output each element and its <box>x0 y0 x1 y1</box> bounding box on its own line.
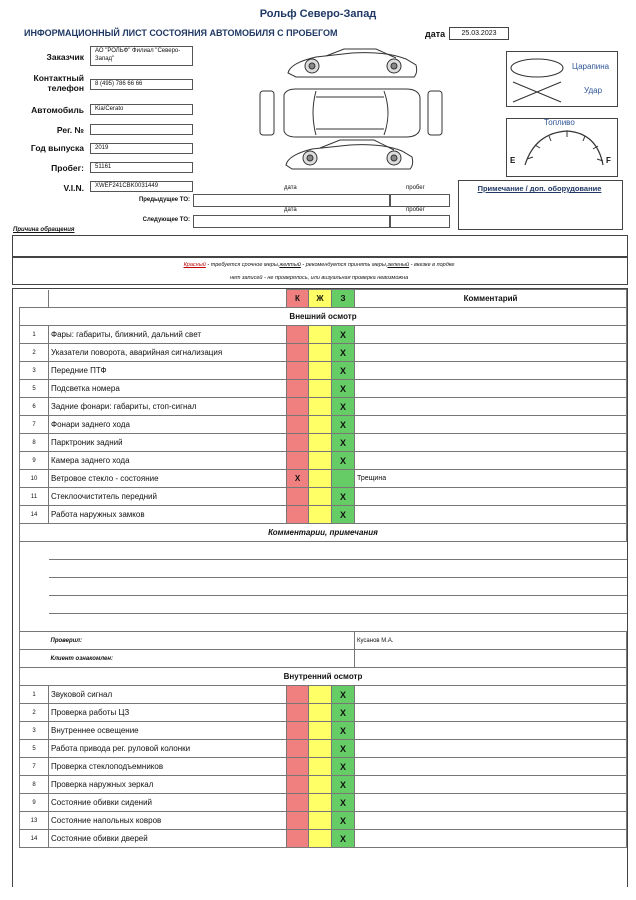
row-number: 1 <box>20 326 49 344</box>
row-name: Стеклоочиститель передний <box>49 488 287 506</box>
mileage-label: Пробег: <box>51 163 84 173</box>
status-k-cell[interactable] <box>287 830 309 848</box>
status-z-cell[interactable]: X <box>332 776 355 794</box>
status-k-cell[interactable] <box>287 758 309 776</box>
column-header-row <box>20 290 627 308</box>
row-name: Состояние обивки дверей <box>49 830 287 848</box>
row-comment[interactable] <box>355 794 627 812</box>
table-row <box>20 722 627 740</box>
status-zh-cell[interactable] <box>309 704 332 722</box>
status-zh-cell[interactable] <box>309 506 332 524</box>
status-z-cell[interactable]: X <box>332 740 355 758</box>
status-zh-cell[interactable] <box>309 470 332 488</box>
checked-row <box>20 632 627 650</box>
header-blank <box>20 290 49 308</box>
status-z-cell[interactable]: X <box>332 812 355 830</box>
status-z-cell[interactable]: X <box>332 830 355 848</box>
row-number: 5 <box>20 380 49 398</box>
damage-legend-symbols <box>507 52 617 106</box>
reason-field[interactable] <box>12 235 628 257</box>
comment-line[interactable] <box>49 578 627 596</box>
row-comment[interactable] <box>355 704 627 722</box>
status-zh-cell[interactable] <box>309 326 332 344</box>
status-zh-cell[interactable] <box>309 488 332 506</box>
checked-label: Проверил: <box>49 632 355 650</box>
status-k-cell[interactable] <box>287 344 309 362</box>
table-row <box>20 794 627 812</box>
header-blank <box>49 290 287 308</box>
row-comment[interactable] <box>355 326 627 344</box>
status-k-cell[interactable] <box>287 326 309 344</box>
checked-value[interactable]: Кусанов М.А. <box>355 632 627 650</box>
row-number: 5 <box>20 740 49 758</box>
row-comment[interactable] <box>355 380 627 398</box>
prev-to-date-field[interactable] <box>193 194 391 207</box>
status-k-cell[interactable] <box>287 686 309 704</box>
table-row <box>20 704 627 722</box>
row-number: 9 <box>20 452 49 470</box>
comment-line-margin <box>20 542 49 560</box>
status-k-cell[interactable] <box>287 434 309 452</box>
status-z-cell[interactable]: X <box>332 722 355 740</box>
reg-label: Рег. № <box>56 125 84 135</box>
table-row <box>20 326 627 344</box>
col-z-header: З <box>332 290 355 308</box>
table-row <box>20 416 627 434</box>
status-k-cell[interactable] <box>287 488 309 506</box>
car-top-view-icon <box>260 89 442 137</box>
status-z-cell[interactable] <box>332 470 355 488</box>
comment-line-margin <box>20 614 49 632</box>
prev-mileage-col: пробег <box>406 185 425 191</box>
fuel-empty-label: E <box>510 156 516 165</box>
comments-title-row <box>20 524 627 542</box>
comment-line[interactable] <box>49 614 627 632</box>
row-comment[interactable] <box>355 722 627 740</box>
row-name: Состояние напольных ковров <box>49 812 287 830</box>
table-row <box>20 434 627 452</box>
col-k-header: К <box>287 290 309 308</box>
status-z-cell[interactable]: X <box>332 488 355 506</box>
client-row <box>20 650 627 668</box>
status-zh-cell[interactable] <box>309 380 332 398</box>
row-name: Подсветка номера <box>49 380 287 398</box>
customer-label: Заказчик <box>46 52 84 62</box>
row-name: Указатели поворота, аварийная сигнализация <box>49 344 287 362</box>
prev-to-label: Предыдущее ТО: <box>138 197 190 203</box>
date-field[interactable]: 25.03.2023 <box>449 27 509 40</box>
row-number: 13 <box>20 812 49 830</box>
row-number: 7 <box>20 758 49 776</box>
row-name: Работа привода рег. руловой колонки <box>49 740 287 758</box>
row-comment[interactable] <box>355 362 627 380</box>
client-signature[interactable] <box>355 650 627 668</box>
company-name: Рольф Северо-Запад <box>259 8 377 20</box>
table-row <box>20 812 627 830</box>
note-label: Примечание / доп. оборудование <box>477 184 602 193</box>
status-k-cell[interactable] <box>287 398 309 416</box>
damage-legend <box>506 51 618 107</box>
status-k-cell[interactable]: X <box>287 470 309 488</box>
status-k-cell[interactable] <box>287 380 309 398</box>
customer-field[interactable]: АО "РОЛЬФ" Филиал "Северо-Запад" <box>90 46 193 66</box>
status-z-cell[interactable]: X <box>332 362 355 380</box>
status-z-cell[interactable]: X <box>332 506 355 524</box>
row-number: 14 <box>20 506 49 524</box>
row-number: 11 <box>20 488 49 506</box>
comment-line-row <box>20 596 627 614</box>
internal-title-row <box>20 668 627 686</box>
status-k-cell[interactable] <box>287 416 309 434</box>
status-zh-cell[interactable] <box>309 434 332 452</box>
row-name: Ветровое стекло - состояние <box>49 470 287 488</box>
status-zh-cell[interactable] <box>309 362 332 380</box>
legend-green-text: - вкезке в пордке <box>409 262 455 268</box>
year-label: Год выпуска <box>30 143 84 153</box>
table-row <box>20 470 627 488</box>
next-to-mileage-field[interactable] <box>389 215 450 228</box>
page-title: ИНФОРМАЦИОННЫЙ ЛИСТ СОСТОЯНИЯ АВТОМОБИЛЯ С ПРОБЕГОМ <box>24 28 338 38</box>
status-zh-cell[interactable] <box>309 758 332 776</box>
table-row <box>20 830 627 848</box>
row-number: 10 <box>20 470 49 488</box>
prev-date-col: дата <box>284 185 297 191</box>
internal-section-title: Внутренний осмотр <box>20 668 627 686</box>
status-z-cell[interactable]: X <box>332 434 355 452</box>
status-k-cell[interactable] <box>287 362 309 380</box>
phone-label: Контактный телефон <box>33 73 84 93</box>
row-name: Передние ПТФ <box>49 362 287 380</box>
row-number: 1 <box>20 686 49 704</box>
scratch-label: Царапина <box>572 62 610 71</box>
status-zh-cell[interactable] <box>309 398 332 416</box>
color-legend-line2: нет записей - не проверялось, или визуальная проверка невозможна <box>229 275 409 281</box>
row-name: Фары: габариты, ближний, дальний свет <box>49 326 287 344</box>
row-name: Задние фонари: габариты, стоп-сигнал <box>49 398 287 416</box>
vin-label: V.I.N. <box>63 183 84 193</box>
status-z-cell[interactable]: X <box>332 344 355 362</box>
status-zh-cell[interactable] <box>309 830 332 848</box>
legend-green: зеленый <box>387 262 410 268</box>
comment-line-row <box>20 542 627 560</box>
status-k-cell[interactable] <box>287 776 309 794</box>
year-field[interactable]: 2019 <box>90 143 193 154</box>
comment-line-margin <box>20 578 49 596</box>
hit-label: Удар <box>584 86 603 95</box>
row-name: Внутреннее освещение <box>49 722 287 740</box>
row-name: Камера заднего хода <box>49 452 287 470</box>
status-k-cell[interactable] <box>287 722 309 740</box>
checked-margin <box>20 632 49 650</box>
row-number: 8 <box>20 434 49 452</box>
car-side-top-icon <box>288 49 417 77</box>
status-k-cell[interactable] <box>287 452 309 470</box>
table-row <box>20 398 627 416</box>
col-comment-header: Комментарий <box>355 290 627 308</box>
date-label: дата <box>425 29 446 39</box>
status-z-cell[interactable]: X <box>332 398 355 416</box>
row-name: Звуковой сигнал <box>49 686 287 704</box>
comment-line[interactable] <box>49 560 627 578</box>
fuel-label: Топливо <box>544 118 575 127</box>
row-comment[interactable] <box>355 758 627 776</box>
phone-field[interactable]: 8 (495) 786 66 66 <box>90 79 193 90</box>
table-row <box>20 344 627 362</box>
row-comment[interactable] <box>355 812 627 830</box>
comment-line[interactable] <box>49 596 627 614</box>
legend-red-text: - требуется срочное меры, <box>205 262 280 268</box>
row-name: Фонари заднего хода <box>49 416 287 434</box>
fuel-full-label: F <box>606 156 611 165</box>
row-name: Проверка стеклоподъемников <box>49 758 287 776</box>
status-zh-cell[interactable] <box>309 416 332 434</box>
table-row <box>20 686 627 704</box>
status-zh-cell[interactable] <box>309 794 332 812</box>
table-row <box>20 506 627 524</box>
status-z-cell[interactable]: X <box>332 794 355 812</box>
row-name: Проверка наружных зеркал <box>49 776 287 794</box>
comment-line-row <box>20 560 627 578</box>
row-number: 7 <box>20 416 49 434</box>
comments-section-title: Комментарии, примечания <box>20 524 627 542</box>
status-zh-cell[interactable] <box>309 812 332 830</box>
next-to-date-field[interactable] <box>193 215 391 228</box>
table-row <box>20 776 627 794</box>
external-section-title: Внешний осмотр <box>20 308 627 326</box>
table-row <box>20 488 627 506</box>
car-side-bottom-icon <box>286 140 413 169</box>
col-zh-header: Ж <box>309 290 332 308</box>
row-comment[interactable] <box>355 434 627 452</box>
row-number: 8 <box>20 776 49 794</box>
row-comment[interactable] <box>355 506 627 524</box>
row-comment[interactable] <box>355 488 627 506</box>
table-row <box>20 740 627 758</box>
car-field[interactable]: Kia/Cerato <box>90 104 193 115</box>
comment-line[interactable] <box>49 542 627 560</box>
row-comment[interactable] <box>355 398 627 416</box>
row-number: 9 <box>20 794 49 812</box>
row-number: 14 <box>20 830 49 848</box>
next-mileage-col: пробег <box>406 207 425 213</box>
status-z-cell[interactable]: X <box>332 686 355 704</box>
table-row <box>20 362 627 380</box>
status-z-cell[interactable]: X <box>332 326 355 344</box>
row-comment[interactable] <box>355 452 627 470</box>
row-comment[interactable] <box>355 740 627 758</box>
comment-line-margin <box>20 596 49 614</box>
status-zh-cell[interactable] <box>309 344 332 362</box>
fuel-gauge-icon <box>507 119 617 176</box>
car-diagram <box>256 45 446 183</box>
row-number: 6 <box>20 398 49 416</box>
status-z-cell[interactable]: X <box>332 380 355 398</box>
status-zh-cell[interactable] <box>309 722 332 740</box>
row-name: Состояние обивки сидений <box>49 794 287 812</box>
vin-field[interactable]: XWEF241CBK0031449 <box>90 181 193 192</box>
row-number: 2 <box>20 704 49 722</box>
status-zh-cell[interactable] <box>309 452 332 470</box>
legend-red: Красный <box>183 262 206 268</box>
row-comment[interactable]: Трещина <box>355 470 627 488</box>
reason-label: Причина обращения <box>13 227 75 233</box>
status-z-cell[interactable]: X <box>332 416 355 434</box>
next-to-label: Следующее ТО: <box>142 217 190 223</box>
status-zh-cell[interactable] <box>309 740 332 758</box>
row-number: 3 <box>20 722 49 740</box>
row-comment[interactable] <box>355 776 627 794</box>
comment-line-margin <box>20 560 49 578</box>
prev-to-mileage-field[interactable] <box>389 194 450 207</box>
status-k-cell[interactable] <box>287 812 309 830</box>
client-label: Клиент ознакомлен: <box>49 650 355 668</box>
reg-field[interactable] <box>90 124 193 135</box>
status-k-cell[interactable] <box>287 704 309 722</box>
status-zh-cell[interactable] <box>309 686 332 704</box>
table-row <box>20 380 627 398</box>
scratch-symbol-icon <box>511 59 563 77</box>
client-margin <box>20 650 49 668</box>
status-k-cell[interactable] <box>287 794 309 812</box>
row-name: Парктроник задний <box>49 434 287 452</box>
status-k-cell[interactable] <box>287 506 309 524</box>
row-comment[interactable] <box>355 686 627 704</box>
table-row <box>20 758 627 776</box>
comment-line-row <box>20 614 627 632</box>
row-comment[interactable] <box>355 416 627 434</box>
hit-symbol-icon <box>513 82 561 102</box>
car-label: Автомобиль <box>31 105 84 115</box>
row-number: 3 <box>20 362 49 380</box>
next-date-col: дата <box>284 207 297 213</box>
row-comment[interactable] <box>355 830 627 848</box>
status-k-cell[interactable] <box>287 740 309 758</box>
row-name: Проверка работы ЦЗ <box>49 704 287 722</box>
row-number: 2 <box>20 344 49 362</box>
legend-yellow-text: - рекомендуется принять меры, <box>300 262 388 268</box>
table-row <box>20 452 627 470</box>
row-comment[interactable] <box>355 344 627 362</box>
status-z-cell[interactable]: X <box>332 704 355 722</box>
row-name: Работа наружных замков <box>49 506 287 524</box>
checklist-table <box>19 289 627 848</box>
comment-line-row <box>20 578 627 596</box>
color-legend-line1 <box>12 262 626 268</box>
mileage-field[interactable]: 51161 <box>90 162 193 173</box>
status-z-cell[interactable]: X <box>332 452 355 470</box>
status-z-cell[interactable]: X <box>332 758 355 776</box>
status-zh-cell[interactable] <box>309 776 332 794</box>
legend-yellow: желтый <box>279 262 301 268</box>
